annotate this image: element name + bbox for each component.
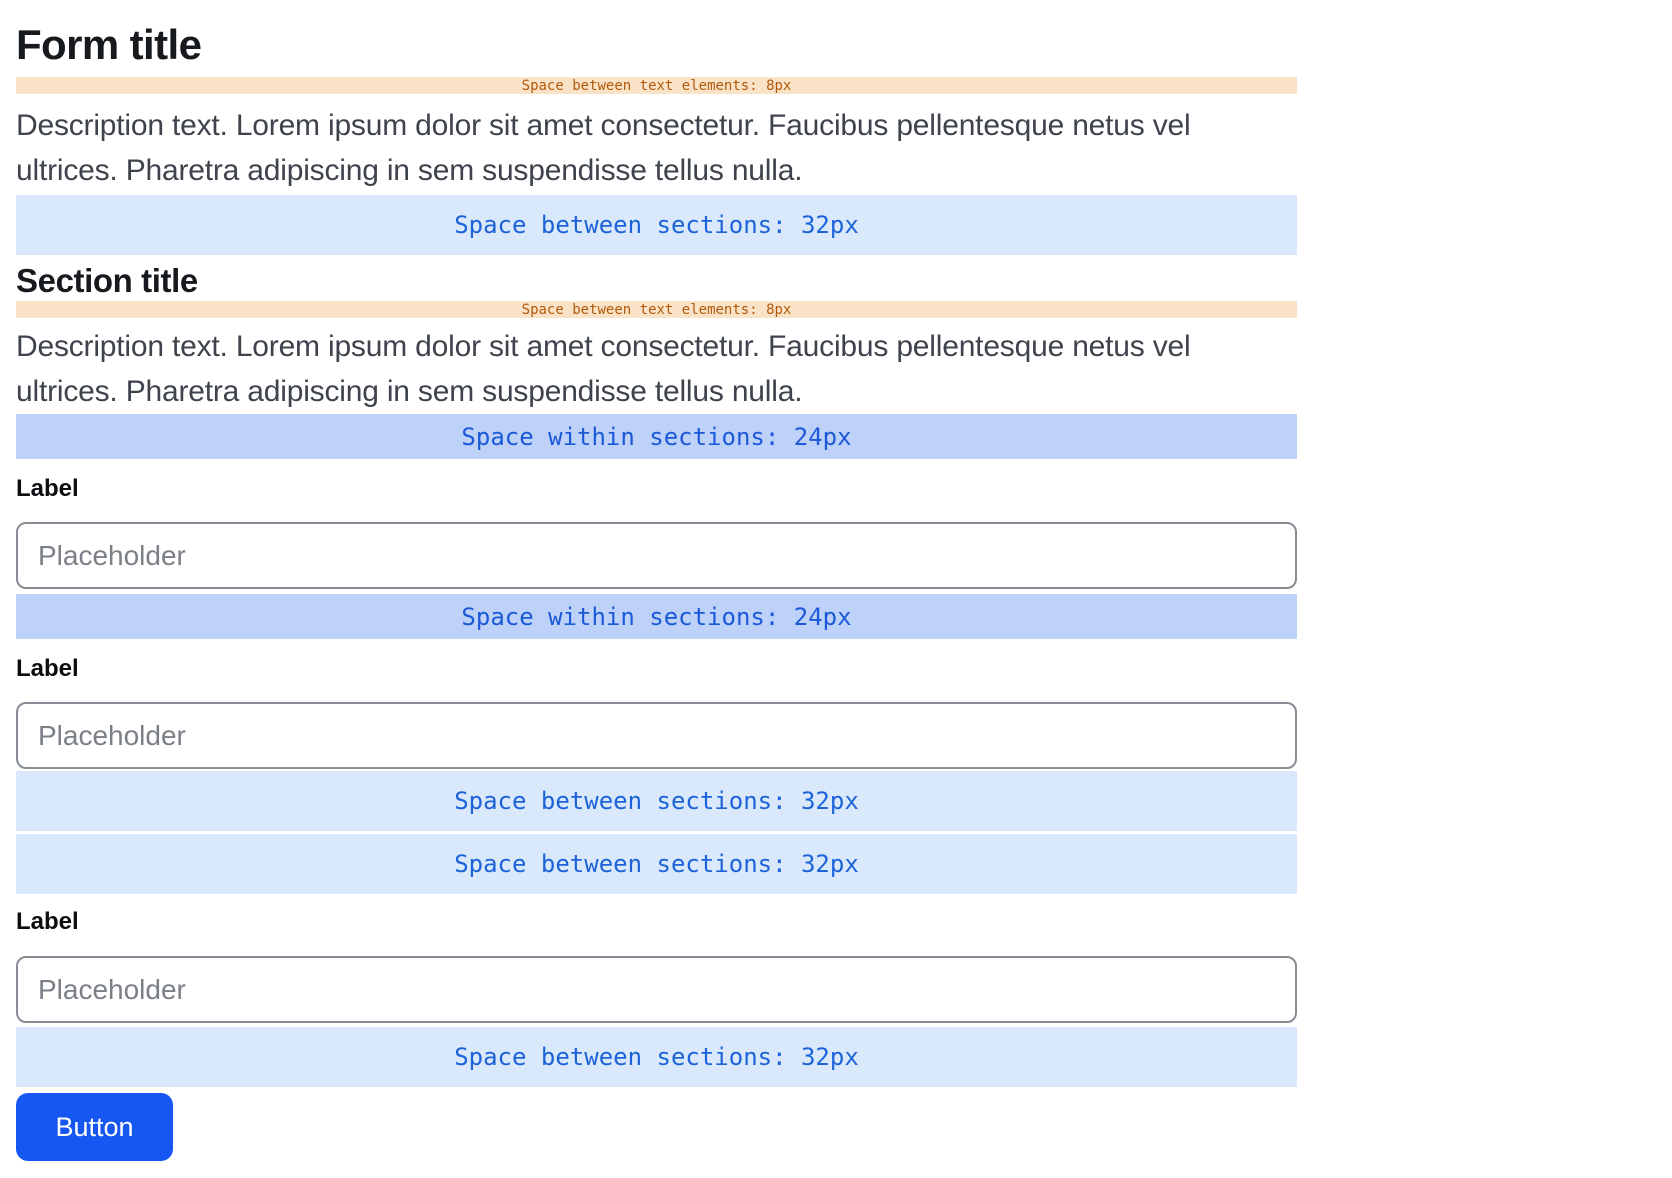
field-label-2: Label: [16, 655, 79, 682]
section-description: Description text. Lorem ipsum dolor sit amet consectetur. Faucibus pellentesque netus vel ultrices. Pharetra adipiscing in sem suspendisse tellus nulla.: [16, 330, 1191, 408]
text-input-1[interactable]: [16, 522, 1297, 589]
spacer-between-sections-1: [16, 195, 1297, 255]
form-spacing-spec: [16, 0, 1297, 1178]
text-input-2[interactable]: [16, 702, 1297, 769]
spacer-within-sections-2-label: Space within sections: 24px: [461, 602, 852, 631]
spacer-between-text-elements-2: [16, 301, 1297, 318]
form-description: Description text. Lorem ipsum dolor sit amet consectetur. Faucibus pellentesque netus vel ultrices. Pharetra adipiscing in sem suspendisse tellus nulla.: [16, 109, 1191, 187]
form-title: Form title: [16, 21, 202, 68]
spacer-between-sections-3: [16, 834, 1297, 894]
spacer-between-sections-1-label: Space between sections: 32px: [454, 211, 859, 239]
text-input-3[interactable]: [16, 956, 1297, 1023]
field-label-3: Label: [16, 908, 79, 935]
section-title: Section title: [16, 262, 198, 299]
spacer-between-sections-4: [16, 1027, 1297, 1087]
spacer-within-sections-1-label: Space within sections: 24px: [461, 422, 852, 451]
spacer-within-sections-2: [16, 594, 1297, 639]
spacer-between-sections-2: [16, 771, 1297, 831]
spacer-between-text-elements-1-label: Space between text elements: 8px: [521, 77, 792, 94]
spacer-between-sections-2-label: Space between sections: 32px: [454, 787, 859, 815]
spacer-between-sections-3-label: Space between sections: 32px: [454, 850, 859, 878]
spacer-within-sections-1: [16, 414, 1297, 459]
submit-button[interactable]: Button: [16, 1093, 173, 1161]
field-label-1: Label: [16, 475, 79, 502]
spacer-between-sections-4-label: Space between sections: 32px: [454, 1043, 859, 1071]
spacer-between-text-elements-2-label: Space between text elements: 8px: [521, 301, 792, 318]
spacer-between-text-elements-1: [16, 77, 1297, 94]
